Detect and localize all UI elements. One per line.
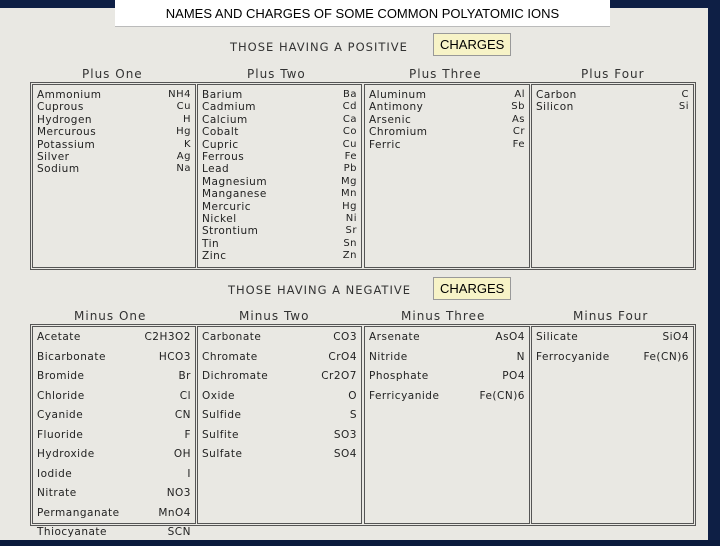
ion-name: Chloride: [37, 389, 85, 402]
ion-symbol: Ba: [343, 89, 357, 100]
ion-symbol: Ca: [342, 113, 357, 125]
ion-name: Chromium: [369, 126, 428, 139]
minus-four-column: [531, 326, 694, 524]
ion-name: Sulfide: [202, 409, 242, 421]
ion-row: [33, 526, 195, 546]
minus-one-column: [32, 326, 196, 538]
ion-row: [198, 370, 361, 390]
ion-row: [365, 139, 529, 151]
ion-name: Ferrocyanide: [536, 350, 610, 363]
col-header-plus-four: Plus Four: [581, 67, 645, 81]
ion-name: Cobalt: [202, 126, 239, 139]
ion-name: Nickel: [202, 213, 237, 225]
ion-symbol: Br: [178, 370, 191, 382]
ion-symbol: H: [182, 113, 191, 125]
slide-title: NAMES AND CHARGES OF SOME COMMON POLYATOMIC IONS: [115, 0, 610, 27]
minus-two-column: [197, 326, 362, 524]
ion-row: [33, 89, 195, 101]
ion-symbol: Fe(CN)6: [643, 350, 689, 363]
ion-name: Aluminum: [369, 89, 427, 101]
ion-row: [198, 390, 361, 410]
ion-row: [198, 201, 361, 213]
ion-row: [33, 139, 195, 151]
ion-name: Sulfate: [202, 448, 243, 460]
ion-name: Hydrogen: [37, 113, 93, 126]
negative-heading: THOSE HAVING A NEGATIVE: [228, 283, 411, 297]
ion-symbol: Sn: [343, 237, 357, 249]
ion-symbol: Cr: [512, 126, 525, 138]
ion-row: [33, 390, 195, 410]
ion-name: Thiocyanate: [37, 526, 107, 538]
ion-symbol: Hg: [176, 126, 191, 138]
ion-symbol: Pb: [343, 163, 357, 175]
col-header-plus-three: Plus Three: [409, 67, 482, 81]
ion-name: Silicate: [536, 331, 579, 343]
ion-symbol: Cr2O7: [321, 370, 357, 382]
ion-name: Manganese: [202, 188, 267, 201]
ion-row: [365, 370, 529, 390]
ion-row: [365, 390, 529, 410]
ion-name: Mercurous: [37, 126, 97, 139]
ion-row: [198, 126, 361, 138]
ion-symbol: HCO3: [158, 350, 191, 363]
ion-row: [33, 101, 195, 113]
ion-row: [33, 409, 195, 429]
minus-three-column: [364, 326, 530, 524]
ion-row: [532, 101, 693, 113]
ion-row: [33, 331, 195, 351]
ion-name: Phosphate: [369, 370, 429, 382]
ion-name: Hydroxide: [37, 448, 95, 460]
plus-four-column: [531, 84, 694, 268]
ion-row: [198, 163, 361, 175]
plus-two-column: [197, 84, 362, 268]
ion-row: [33, 126, 195, 138]
ion-row: [33, 370, 195, 390]
ion-symbol: As: [511, 113, 525, 125]
ion-row: [365, 89, 529, 101]
ion-symbol: OH: [173, 448, 191, 460]
ion-name: Chromate: [202, 350, 258, 363]
ion-name: Arsenic: [369, 113, 412, 126]
positive-heading: THOSE HAVING A POSITIVE: [230, 40, 408, 54]
ion-name: Carbon: [536, 89, 577, 101]
ion-row: [33, 507, 195, 527]
ion-symbol: O: [348, 389, 357, 402]
ion-row: [198, 409, 361, 429]
ion-symbol: F: [184, 428, 191, 441]
ion-row: [198, 448, 361, 468]
ion-row: [198, 429, 361, 449]
slide-edge: [610, 0, 720, 8]
ion-name: Antimony: [369, 101, 424, 114]
ion-name: Fluoride: [37, 428, 84, 441]
ion-symbol: SO4: [333, 448, 357, 460]
ion-name: Zinc: [202, 250, 227, 263]
ion-symbol: NO3: [166, 487, 191, 499]
ion-name: Lead: [202, 163, 230, 176]
ion-row: [198, 176, 361, 188]
ion-name: Silicon: [536, 101, 574, 114]
ion-symbol: Cl: [179, 389, 191, 402]
ion-name: Permanganate: [37, 506, 120, 519]
ion-row: [33, 429, 195, 449]
negative-charges-label: CHARGES: [433, 277, 511, 300]
ion-name: Acetate: [37, 331, 81, 343]
ion-symbol: Cu: [342, 138, 357, 150]
ion-name: Cupric: [202, 138, 239, 151]
ion-name: Ammonium: [37, 89, 102, 101]
ion-symbol: Cu: [176, 101, 191, 113]
ion-row: [33, 487, 195, 507]
col-header-minus-three: Minus Three: [401, 309, 486, 323]
ion-row: [532, 351, 693, 371]
col-header-minus-two: Minus Two: [239, 309, 310, 323]
col-header-minus-four: Minus Four: [573, 309, 649, 323]
ion-name: Calcium: [202, 113, 248, 126]
ion-symbol: Mn: [341, 188, 357, 200]
ion-row: [198, 331, 361, 351]
positive-charges-label: CHARGES: [433, 33, 511, 56]
ion-symbol: SiO4: [662, 331, 689, 343]
ion-row: [365, 126, 529, 138]
ion-row: [33, 163, 195, 175]
ion-row: [198, 139, 361, 151]
ion-row: [198, 213, 361, 225]
ion-name: Ferric: [369, 138, 402, 151]
col-header-minus-one: Minus One: [74, 309, 147, 323]
ion-symbol: SCN: [167, 526, 191, 538]
ion-symbol: C: [681, 89, 689, 100]
ion-name: Magnesium: [202, 175, 268, 188]
ion-symbol: NH4: [168, 89, 191, 100]
ion-name: Strontium: [202, 225, 259, 238]
ion-symbol: Sb: [511, 101, 525, 113]
ion-name: Barium: [202, 89, 243, 101]
ion-name: Cyanide: [37, 409, 84, 421]
ion-name: Oxide: [202, 389, 236, 402]
ion-name: Silver: [37, 151, 70, 163]
slide-edge: [0, 0, 115, 8]
ion-symbol: Zn: [342, 250, 357, 262]
ion-name: Bromide: [37, 370, 85, 382]
ion-symbol: K: [183, 138, 191, 150]
ion-symbol: N: [516, 350, 525, 363]
ion-name: Arsenate: [369, 331, 421, 343]
ion-symbol: Ag: [176, 151, 191, 162]
slide-edge: [708, 0, 720, 540]
ion-symbol: Sr: [345, 225, 357, 237]
ion-row: [365, 351, 529, 371]
ion-symbol: CO3: [333, 331, 357, 343]
ion-row: [33, 448, 195, 468]
ion-symbol: Fe: [512, 138, 525, 150]
ion-name: Mercuric: [202, 200, 252, 213]
ion-symbol: MnO4: [158, 506, 191, 519]
ion-name: Nitride: [369, 350, 408, 363]
ion-symbol: Fe(CN)6: [479, 389, 525, 402]
ion-row: [198, 151, 361, 163]
ion-name: Bicarbonate: [37, 350, 106, 363]
ion-symbol: Si: [678, 101, 689, 113]
ion-name: Dichromate: [202, 370, 269, 382]
ion-name: Carbonate: [202, 331, 262, 343]
plus-one-column: [32, 84, 196, 268]
ion-symbol: Al: [514, 89, 525, 100]
ion-name: Iodide: [37, 467, 73, 480]
ion-symbol: I: [187, 467, 191, 480]
ion-symbol: PO4: [502, 370, 525, 382]
ion-row: [198, 188, 361, 200]
ion-symbol: Co: [342, 126, 357, 138]
ion-row: [198, 250, 361, 262]
ion-symbol: C2H3O2: [144, 331, 191, 343]
ion-row: [198, 89, 361, 101]
ion-row: [33, 468, 195, 488]
ion-row: [198, 351, 361, 371]
col-header-plus-two: Plus Two: [247, 67, 306, 81]
ion-name: Cuprous: [37, 101, 84, 114]
ion-name: Cadmium: [202, 101, 256, 114]
plus-three-column: [364, 84, 530, 268]
ion-symbol: AsO4: [495, 331, 525, 343]
ion-symbol: Na: [176, 163, 191, 175]
ion-symbol: Mg: [341, 175, 357, 187]
ion-name: Ferrous: [202, 151, 245, 163]
ion-name: Sodium: [37, 163, 80, 176]
ion-row: [198, 114, 361, 126]
ion-row: [33, 351, 195, 371]
ion-row: [532, 331, 693, 351]
ion-row: [365, 114, 529, 126]
ion-row: [198, 238, 361, 250]
ion-symbol: S: [349, 409, 357, 421]
ion-symbol: Ni: [345, 213, 357, 224]
ion-symbol: Fe: [344, 151, 357, 162]
ion-row: [33, 151, 195, 163]
ion-name: Sulfite: [202, 428, 239, 441]
ion-row: [198, 225, 361, 237]
ion-symbol: Cd: [342, 101, 357, 113]
ion-row: [365, 331, 529, 351]
ion-name: Tin: [202, 237, 220, 250]
ion-row: [365, 101, 529, 113]
ion-row: [33, 114, 195, 126]
ion-row: [198, 101, 361, 113]
ion-name: Ferricyanide: [369, 389, 440, 402]
ion-name: Potassium: [37, 138, 96, 151]
ion-row: [532, 89, 693, 101]
ion-name: Nitrate: [37, 487, 77, 499]
col-header-plus-one: Plus One: [82, 67, 143, 81]
ion-symbol: CN: [174, 409, 191, 421]
ion-symbol: Hg: [342, 200, 357, 212]
ion-symbol: CrO4: [328, 350, 357, 363]
ion-symbol: SO3: [333, 428, 357, 441]
